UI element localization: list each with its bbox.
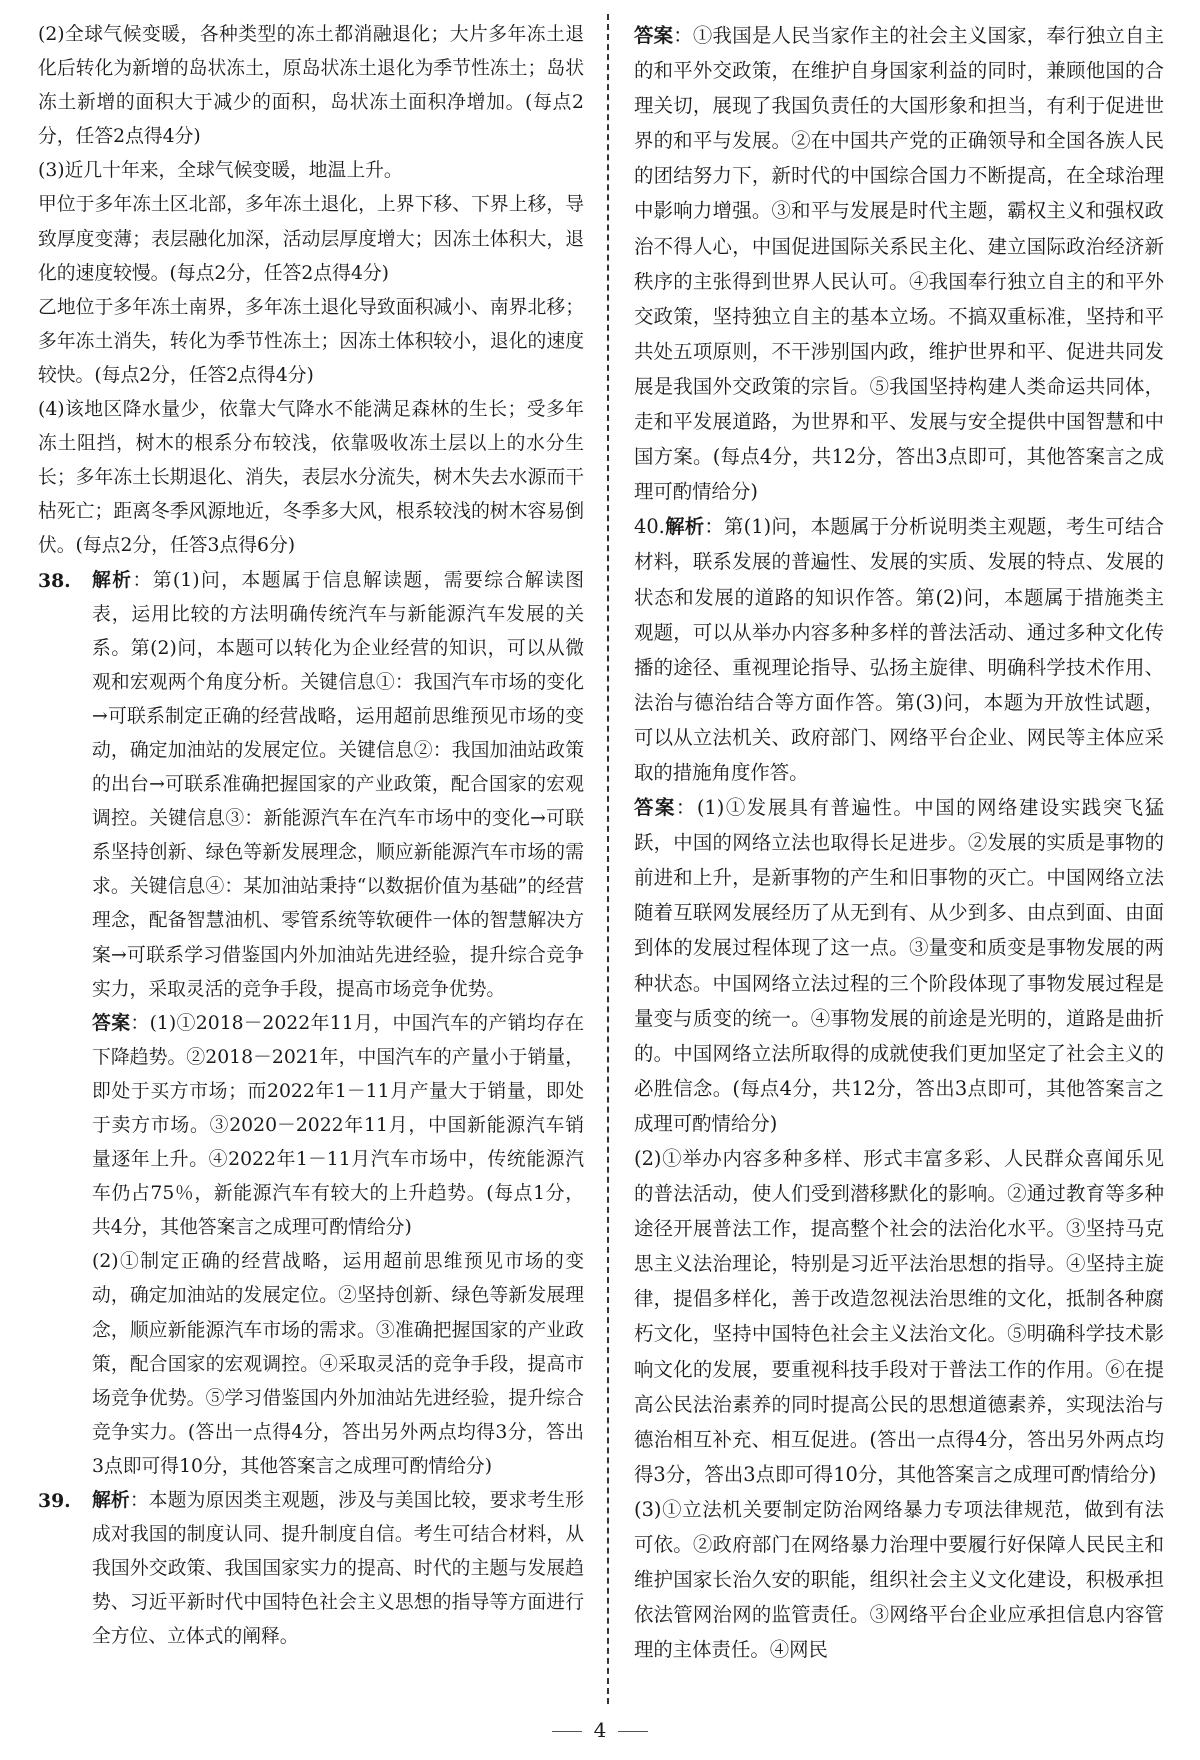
- q37-part3-intro: (3)近几十年来，全球气候变暖，地温上升。: [38, 160, 403, 182]
- question-39: [38, 1484, 584, 1654]
- question-number: 40.: [634, 515, 665, 539]
- left-column: [38, 18, 584, 1655]
- column-divider: [607, 14, 609, 1704]
- analysis-label: 解析: [664, 515, 705, 539]
- q38-analysis: ：第(1)问，本题属于信息解读题，需要综合解读图表，运用比较的方法明确传统汽车与新能源汽车发展的关系。第(2)问，本题可以转化为企业经营的知识，可以从微观和宏观两个角度分析。关键信息①：我国汽车市场的变化→可联系制定正确的经营战略，运用超前思维预见市场的变动，确定加油站的发展定位。关键信息②：我国加油站政策的出台→可联系准确把握国家的产业政策，配合国家的宏观调控。关键信息③：新能源汽车在汽车市场中的变化→可联系坚持创新、绿色等新发展理念，顺应新能源汽车市场的需求。关键信息④：某加油站秉持“以数据价值为基础”的经营理念，配备智慧油机、零管系统等软硬件一体的智慧解决方案→可联系学习借鉴国内外加油站先进经验，提升综合竞争实力，采取灵活的竞争手段，提高市场竞争优势。: [92, 569, 584, 1000]
- q38-answer-part2: (2)①制定正确的经营战略，运用超前思维预见市场的变动，确定加油站的发展定位。②坚持创新、绿色等新发展理念，顺应新能源汽车市场的需求。③准确把握国家的产业政策，配合国家的宏观调控。④采取灵活的竞争手段，提高市场竞争优势。⑤学习借鉴国内外加油站先进经验，提升综合竞争实力。(答出一点得4分，答出另外两点均得3分，答出3点即可得10分，其他答案言之成理可酌情给分): [92, 1251, 584, 1477]
- q39-analysis: ：本题为原因类主观题，涉及与美国比较，要求考生形成对我国的制度认同、提升制度自信。考生可结合材料，从我国外交政策、我国国家实力的提高、时代的主题与发展趋势、习近平新时代中国特色社会主义思想的指导等方面进行全方位、立体式的阐释。: [92, 1490, 585, 1648]
- footer-dash-left: [552, 1731, 582, 1732]
- footer-dash-right: [618, 1731, 648, 1732]
- q40-answer-part3: (3)①立法机关要制定防治网络暴力专项法律规范，做到有法可依。②政府部门在网络暴力治理中要履行好保障人民民主和维护国家长治久安的职能，组织社会主义文化建设，积极承担依法管网治网的监管责任。③网络平台企业应承担信息内容管理的主体责任。④网民: [634, 1497, 1164, 1662]
- analysis-label: 解析: [92, 1490, 130, 1512]
- q40-answer-part2: (2)①举办内容多种多样、形式丰富多彩、人民群众喜闻乐见的普法活动，使人们受到潜移默化的影响。②通过教育等多种途径开展普法工作，提高整个社会的法治化水平。③坚持马克思主义法治理论，特别是习近平法治思想的指导。④坚持主旋律，提倡多样化，善于改造忽视法治思维的文化，抵制各种腐朽文化，坚持中国特色社会主义法治文化。⑤明确科学技术影响文化的发展，要重视科技手段对于普法工作的作用。⑥在提高公民法治素养的同时提高公民的思想道德素养，实现法治与德治相互补充、相互促进。(答出一点得4分，答出另外两点均得3分，答出3点即可得10分，其他答案言之成理可酌情给分): [634, 1147, 1164, 1486]
- right-column: [634, 18, 1164, 1667]
- question-39-answer: [634, 18, 1164, 509]
- page-footer: [0, 1718, 1200, 1742]
- analysis-label: 解析: [92, 569, 133, 591]
- q40-analysis: ：第(1)问，本题属于分析说明类主观题，考生可结合材料，联系发展的普遍性、发展的实质、发展的特点、发展的状态和发展的道路的知识作答。第(2)问，本题属于措施类主观题，可以从举办内容多种多样的普法活动、通过多种文化传播的途径、重视理论指导、弘扬主旋律、明确科学技术作用、法治与德治结合等方面作答。第(3)问，本题为开放性试题，可以从立法机关、政府部门、网络平台企业、网民等主体应采取的措施角度作答。: [634, 515, 1165, 784]
- answer-label: 答案: [92, 1012, 131, 1034]
- q38-answer-part1: ：(1)①2018－2022年11月，中国汽车的产销均存在下降趋势。②2018－2021年，中国汽车的产量小于销量，即处于买方市场；而2022年1－11月产量大于销量，即处于卖方市场。③2020－2022年11月，中国新能源汽车销量逐年上升。④2022年1－11月汽车市场中，传统能源汽车仍占75％，新能源汽车有较大的上升趋势。(每点1分，共4分，其他答案言之成理可酌情给分): [92, 1012, 584, 1239]
- q37-part3-jia: 甲位于多年冻土区北部，多年冻土退化，上界下移、下界上移，导致厚度变薄；表层融化加深，活动层厚度增大；因冻土体积大，退化的速度较慢。(每点2分，任答2点得4分): [38, 194, 584, 284]
- question-number: 38.: [38, 569, 71, 592]
- answer-label: 答案: [634, 24, 674, 47]
- page-number: 4: [593, 1718, 607, 1742]
- q37-part4: (4)该地区降水量少，依靠大气降水不能满足森林的生长；受多年冻土阻挡，树木的根系分布较浅，依靠吸收冻土层以上的水分生长；多年冻土长期退化、消失，表层水分流失，树木失去水源而干枯死亡；距离冬季风源地近，冬季多大风，根系较浅的树木容易倒伏。(每点2分，任答3点得6分): [38, 399, 584, 557]
- question-number: 39.: [38, 1490, 71, 1513]
- q37-part2: (2)全球气候变暖，各种类型的冻土都消融退化；大片多年冻土退化后转化为新增的岛状冻土，原岛状冻土退化为季节性冻土；岛状冻土新增的面积大于减少的面积，岛状冻土面积净增加。(每点2分，任答2点得4分): [38, 24, 584, 148]
- q40-answer-part1: ：(1)①发展具有普遍性。中国的网络建设实践突飞猛跃，中国的网络立法也取得长足进步。②发展的实质是事物的前进和上升，是新事物的产生和旧事物的灭亡。中国网络立法随着互联网发展经历了从无到有、从少到多、由点到面、由面到体的发展过程体现了这一点。③量变和质变是事物发展的两种状态。中国网络立法过程的三个阶段体现了事物发展过程是量变与质变的统一。④事物发展的前途是光明的，道路是曲折的。中国网络立法所取得的成就使我们更加坚定了社会主义的必胜信念。(每点4分，共12分，答出3点即可，其他答案言之成理可酌情给分): [634, 796, 1165, 1135]
- question-38-answer: [38, 1007, 584, 1484]
- answer-label: 答案: [634, 796, 676, 820]
- q37-part3-yi: 乙地位于多年冻土南界，多年冻土退化导致面积减小、南界北移；多年冻土消失，转化为季节性冻土；因冻土体积较小，退化的速度较快。(每点2分，任答2点得4分): [38, 296, 584, 386]
- question-40-answer: [634, 790, 1164, 1667]
- question-38: [38, 564, 584, 1007]
- question-40: [634, 509, 1164, 790]
- q39-answer: ：①我国是人民当家作主的社会主义国家，奉行独立自主的和平外交政策，在维护自身国家利益的同时，兼顾他国的合理关切，展现了我国负责任的大国形象和担当，有利于促进世界的和平与发展。②在中国共产党的正确领导和全国各族人民的团结努力下，新时代的中国综合国力不断提高，在全球治理中影响力增强。③和平与发展是时代主题，霸权主义和强权政治不得人心，中国促进国际关系民主化、建立国际政治经济新秩序的主张得到世界人民认可。④我国奉行独立自主的和平外交政策，坚持独立自主的基本立场。不搞双重标准，坚持和平共处五项原则，不干涉别国内政，维护世界和平、促进共同发展是我国外交政策的宗旨。⑤我国坚持构建人类命运共同体，走和平发展道路，为世界和平、发展与安全提供中国智慧和中国方案。(每点4分，共12分，答出3点即可，其他答案言之成理可酌情给分): [634, 24, 1165, 504]
